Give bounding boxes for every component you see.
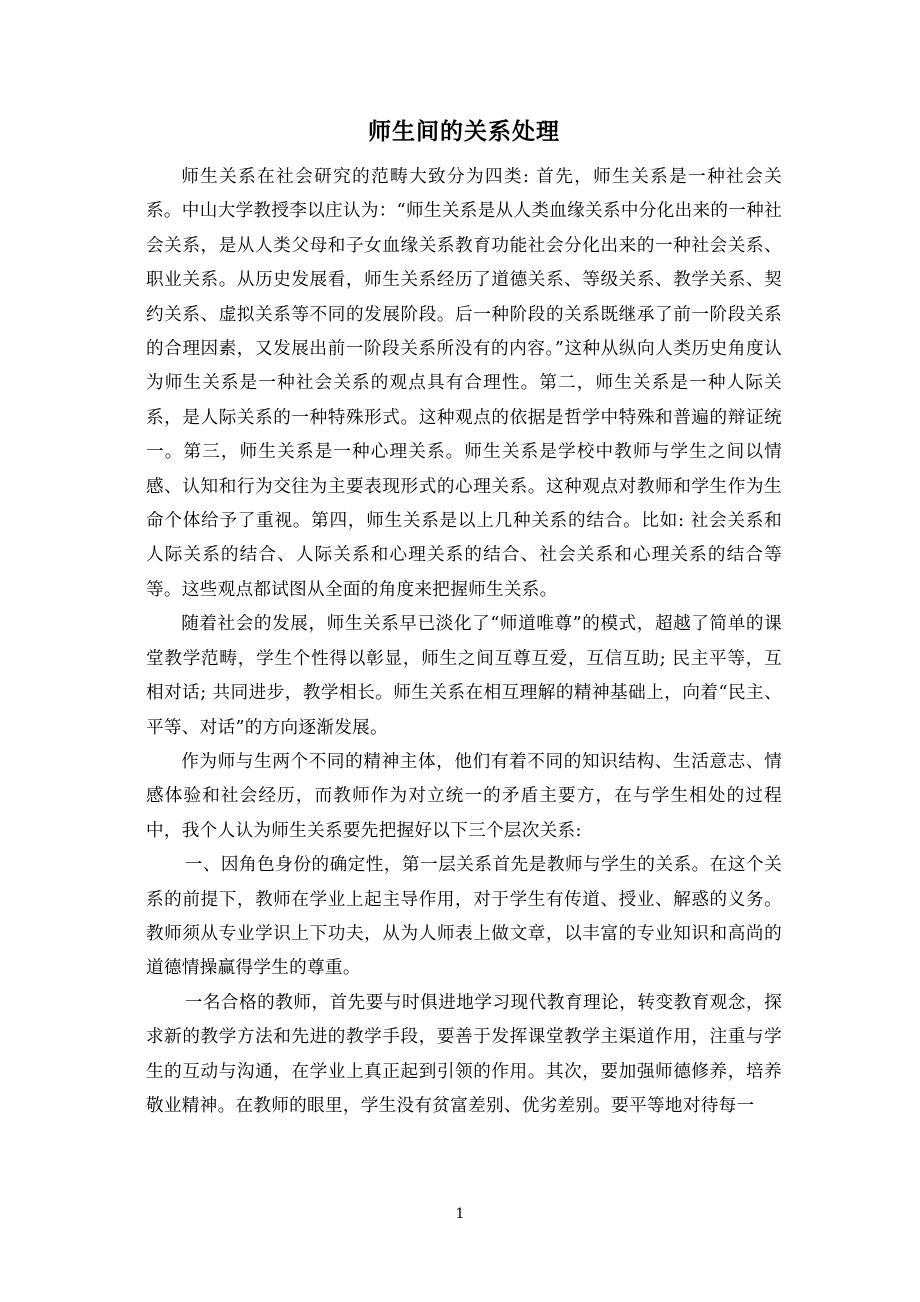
paragraph-5: 一名合格的教师，首先要与时俱进地学习现代教育理论，转变教育观念，探求新的教学方法和先进的教学手段，要善于发挥课堂教学主渠道作用，注重与学生的互动与沟通，在学业上真正起到引领的作用。其次，要加强师德修养，培养敬业精神。在教师的眼里，学生没有贫富差别、优劣差别。要平等地对待每一	[146, 992, 782, 1116]
document-body	[146, 110, 782, 1123]
paragraph-2: 随着社会的发展，师生关系早已淡化了“师道唯尊”的模式，超越了简单的课堂教学范畴，学生个性得以彰显，师生之间互尊互爱，互信互助; 民主平等，互相对话; 共同进步，教学相长。师生关系在相互理解的精神基础上，向着“民主、平等、对话”的方向逐渐发展。	[146, 614, 782, 738]
paragraph-3: 作为师与生两个不同的精神主体，他们有着不同的知识结构、生活意志、情感体验和社会经历，而教师作为对立统一的矛盾主要方，在与学生相处的过程中，我个人认为师生关系要先把握好以下三个层次关系:	[146, 751, 782, 841]
page-number: 1	[455, 1206, 465, 1222]
document-title: 师生间的关系处理	[368, 118, 560, 145]
paragraph-4: 一、因角色身份的确定性，第一层关系首先是教师与学生的关系。在这个关系的前提下，教师在学业上起主导作用，对于学生有传道、授业、解惑的义务。教师须从专业学识上下功夫，从为人师表上做文章，以丰富的专业知识和高尚的道德情操赢得学生的尊重。	[146, 855, 782, 979]
paragraph-1: 师生关系在社会研究的范畴大致分为四类: 首先，师生关系是一种社会关系。中山大学教授李以庄认为：“师生关系是从人类血缘关系中分化出来的一种社会关系，是从人类父母和子女血缘关系教育功能社会分化出来的一种社会关系、职业关系。从历史发展看，师生关系经历了道德关系、等级关系、教学关系、契约关系、虚拟关系等不同的发展阶段。后一种阶段的关系既继承了前一阶段关系的合理因素，又发展出前一阶段关系所没有的内容。”这种从纵向人类历史角度认为师生关系是一种社会关系的观点具有合理性。第二，师生关系是一种人际关系，是人际关系的一种特殊形式。这种观点的依据是哲学中特殊和普遍的辩证统一。第三，师生关系是一种心理关系。师生关系是学校中教师与学生之间以情感、认知和行为交往为主要表现形式的心理关系。这种观点对教师和学生作为生命个体给予了重视。第四，师生关系是以上几种关系的结合。比如: 社会关系和人际关系的结合、人际关系和心理关系的结合、社会关系和心理关系的结合等等。这些观点都试图从全面的角度来把握师生关系。	[146, 167, 782, 600]
